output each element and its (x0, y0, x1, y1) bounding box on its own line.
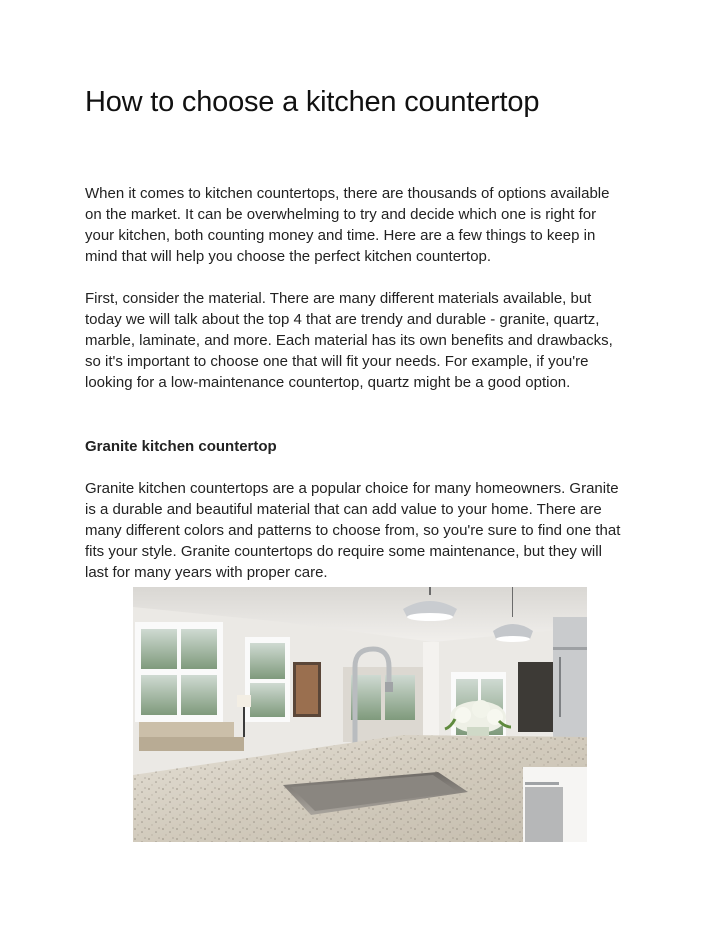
text-line: When it comes to kitchen countertops, there are thousands of options available (85, 185, 610, 202)
page-title: How to choose a kitchen countertop (85, 86, 540, 118)
left-window (135, 622, 223, 722)
kitchen-photo (133, 587, 587, 842)
text-line: First, consider the material. There are many different materials available, but (85, 290, 592, 307)
text-line: mind that will help you choose the perfect kitchen countertop. (85, 248, 492, 265)
text-line: Granite kitchen countertops are a popular choice for many homeowners. Granite (85, 480, 619, 497)
dishwasher (523, 767, 587, 842)
sofa (139, 722, 244, 751)
text-line: on the market. It can be overwhelming to try and decide which one is right for (85, 206, 597, 223)
text-line: your kitchen, both counting money and time. Here are a few things to keep in (85, 227, 596, 244)
text-line: many different colors and patterns to choose from, so you're sure to find one that (85, 522, 621, 539)
dark-artwork (518, 662, 553, 732)
text-line: is a durable and beautiful material that can add value to your home. There are (85, 501, 602, 518)
text-line: fits your style. Granite countertops do require some maintenance, but they will (85, 543, 602, 560)
text-line: so it's important to choose one that will fit your needs. For example, if you're (85, 353, 589, 370)
text-line: last for many years with proper care. (85, 564, 328, 581)
text-line: looking for a low-maintenance countertop, quartz might be a good option. (85, 374, 571, 391)
granite-paragraph (85, 478, 645, 583)
material-paragraph (85, 288, 645, 393)
kitchen-illustration (133, 587, 587, 842)
text-line: marble, laminate, and more. Each material has its own benefits and drawbacks, (85, 332, 613, 349)
intro-paragraph (85, 183, 645, 267)
center-window (245, 637, 290, 722)
section-heading: Granite kitchen countertop (85, 438, 277, 455)
text-line: today we will talk about the top 4 that are trendy and durable - granite, quartz, (85, 311, 600, 328)
